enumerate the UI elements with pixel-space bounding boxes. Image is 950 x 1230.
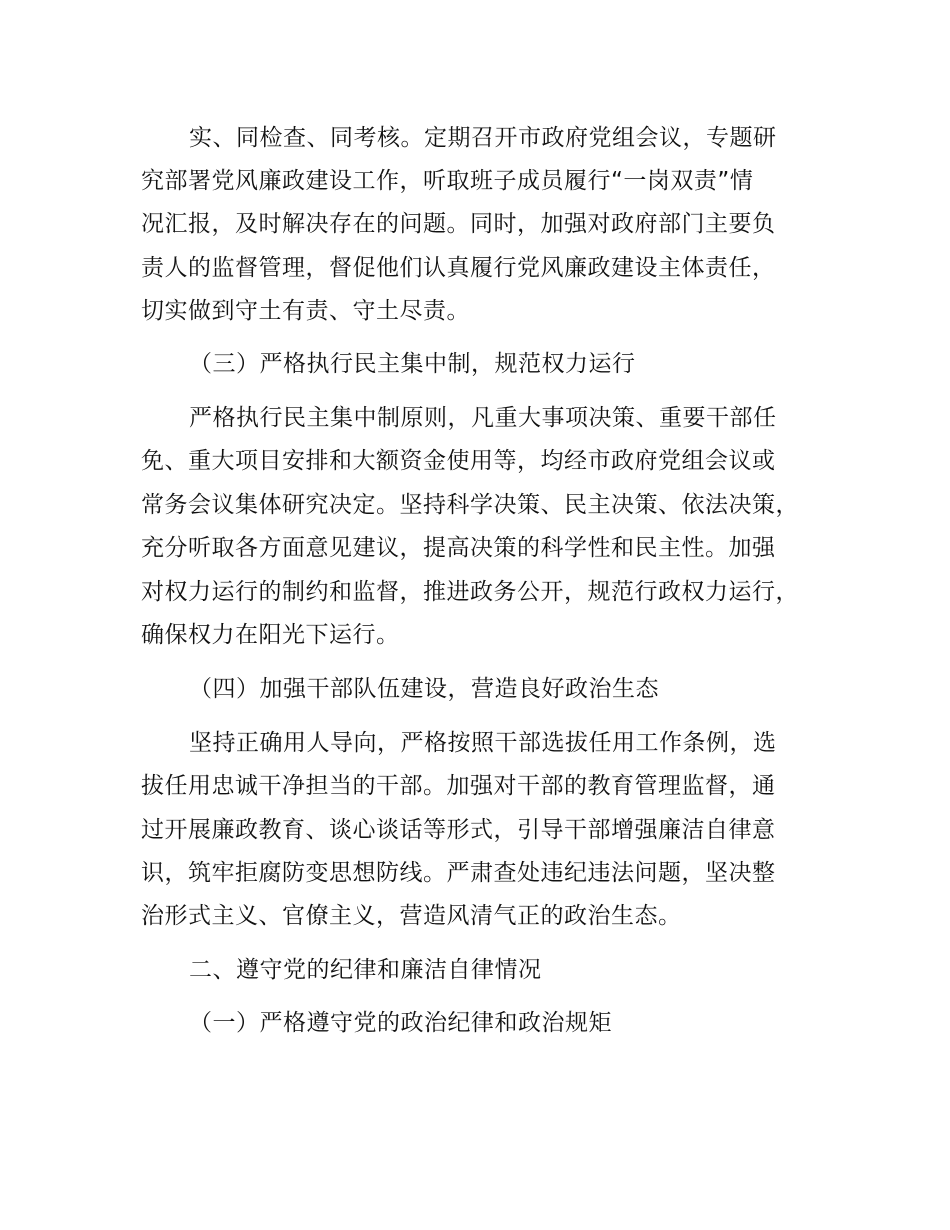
paragraph-line: 切实做到守土有责、守土尽责。 bbox=[141, 298, 470, 324]
paragraph-line: 实、同检查、同考核。定期召开市政府党组会议，专题研 bbox=[189, 125, 777, 151]
paragraph-line: 过开展廉政教育、谈心谈话等形式，引导干部增强廉洁自律意 bbox=[141, 817, 776, 843]
paragraph-line: 拔任用忠诚干净担当的干部。加强对干部的教育管理监督，通 bbox=[141, 773, 776, 799]
section-heading: （四）加强干部队伍建设，营造良好政治生态 bbox=[189, 676, 659, 702]
paragraph-line: 责人的监督管理，督促他们认真履行党风廉政建设主体责任， bbox=[141, 255, 776, 281]
paragraph-line: 对权力运行的制约和监督，推进政务公开，规范行政权力运行， bbox=[141, 579, 799, 605]
paragraph-line: 免、重大项目安排和大额资金使用等，均经市政府党组会议或 bbox=[141, 448, 776, 474]
paragraph-line: 识，筑牢拒腐防变思想防线。严肃查处违纪违法问题，坚决整 bbox=[141, 860, 776, 886]
paragraph-line: 坚持正确用人导向，严格按照干部选拔任用工作条例，选 bbox=[189, 730, 777, 756]
paragraph-line: 严格执行民主集中制原则，凡重大事项决策、重要干部任 bbox=[189, 405, 777, 431]
paragraph-line: 究部署党风廉政建设工作，听取班子成员履行“一岗双责”情 bbox=[141, 168, 754, 194]
section-heading: （三）严格执行民主集中制，规范权力运行 bbox=[189, 351, 636, 377]
paragraph-line: 治形式主义、官僚主义，营造风清气正的政治生态。 bbox=[141, 903, 682, 929]
paragraph-line: 充分听取各方面意见建议，提高决策的科学性和民主性。加强 bbox=[141, 535, 776, 561]
paragraph-line: 况汇报，及时解决存在的问题。同时，加强对政府部门主要负 bbox=[141, 211, 776, 237]
paragraph-line: 常务会议集体研究决定。坚持科学决策、民主决策、依法决策， bbox=[141, 492, 799, 518]
section-heading: （一）严格遵守党的政治纪律和政治规矩 bbox=[189, 1010, 612, 1036]
chapter-heading: 二、遵守党的纪律和廉洁自律情况 bbox=[189, 957, 542, 983]
paragraph-line: 确保权力在阳光下运行。 bbox=[141, 622, 400, 648]
